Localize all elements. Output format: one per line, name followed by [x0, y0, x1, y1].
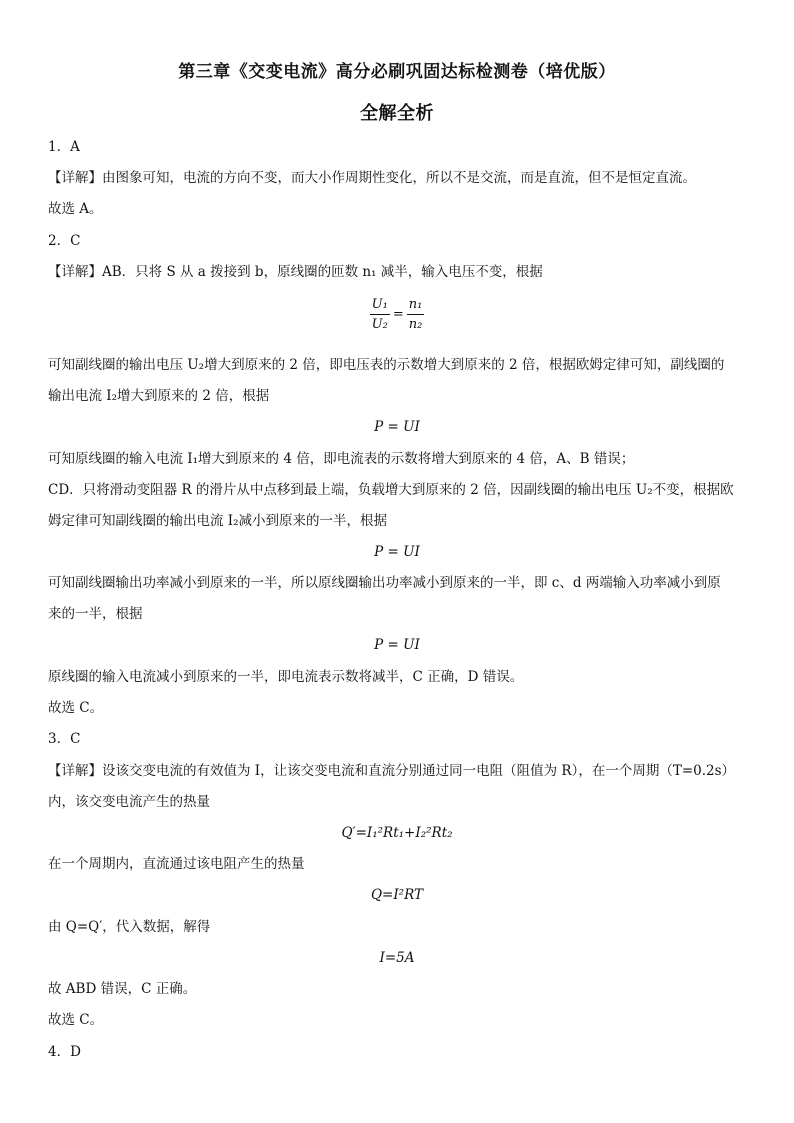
question-1-detail: 【详解】由图象可知，电流的方向不变，而大小作周期性变化，所以不是交流，而是直流，但不是恒定直流。 [48, 170, 696, 186]
question-2-label: 2．C [48, 233, 81, 249]
paragraph-line: 可知副线圈输出功率减小到原来的一半，所以原线圈输出功率减小到原来的一半，即 c、d 两端输入功率减小到原 [48, 575, 721, 591]
paragraph-line: CD．只将滑动变阻器 R 的滑片从中点移到最上端，负载增大到原来的 2 倍，因副线圈的输出电压 U₂不变，根据欧 [48, 482, 734, 498]
equals-sign: = [392, 307, 404, 322]
question-3-answer: 故选 C。 [48, 1012, 104, 1028]
paragraph-line: 输出电流 I₂增大到原来的 2 倍，根据 [48, 388, 270, 404]
paragraph-line: 由 Q=Q′，代入数据，解得 [48, 919, 211, 935]
question-3-detail: 【详解】设该交变电流的有效值为 I，让该交变电流和直流分别通过同一电阻（阻值为 R），在一个周期（T=0.2s） [48, 763, 736, 779]
question-2-detail: 【详解】AB．只将 S 从 a 拨接到 b，原线圈的匝数 n₁ 减半，输入电压不变，根据 [48, 264, 543, 280]
paragraph-line: 可知副线圈的输出电压 U₂增大到原来的 2 倍，即电压表的示数增大到原来的 2 倍，根据欧姆定律可知，副线圈的 [48, 357, 725, 373]
fraction-voltage [370, 297, 390, 332]
paragraph-line: 故 ABD 错误，C 正确。 [48, 981, 197, 997]
paragraph-line: 原线圈的输入电流减小到原来的一半，即电流表示数将减半，C 正确，D 错误。 [48, 669, 524, 685]
equation: Q′=I₁²Rt₁+I₂²Rt₂ [341, 825, 453, 841]
fraction-denominator: U₂ [371, 317, 388, 332]
question-2-answer: 故选 C。 [48, 700, 104, 716]
paragraph-line: 来的一半，根据 [48, 606, 143, 622]
fraction-numerator: n₁ [407, 297, 425, 315]
document-title: 第三章《交变电流》高分必刷巩固达标检测卷（培优版） [178, 62, 616, 82]
equation: Q=I²RT [370, 887, 424, 903]
equation: I=5A [379, 950, 415, 966]
equation: P = UI [374, 419, 420, 435]
fraction-turns [407, 297, 425, 332]
equation: P = UI [374, 637, 420, 653]
paragraph-line: 姆定律可知副线圈的输出电流 I₂减小到原来的一半，根据 [48, 513, 388, 529]
transformer-ratio-formula [0, 297, 794, 332]
fraction-numerator: U₁ [370, 297, 390, 315]
paragraph-line: 内，该交变电流产生的热量 [48, 794, 210, 810]
document-subtitle: 全解全析 [360, 103, 434, 124]
fraction-denominator: n₂ [408, 317, 423, 332]
question-1-label: 1．A [48, 139, 80, 155]
question-1-answer: 故选 A。 [48, 201, 103, 217]
question-3-label: 3．C [48, 731, 81, 747]
paragraph-line: 可知原线圈的输入电流 I₁增大到原来的 4 倍，即电流表的示数将增大到原来的 4 倍，A、B 错误； [48, 451, 635, 467]
question-4-label: 4．D [48, 1044, 81, 1060]
paragraph-line: 在一个周期内，直流通过该电阻产生的热量 [48, 856, 305, 872]
equation: P = UI [374, 544, 420, 560]
